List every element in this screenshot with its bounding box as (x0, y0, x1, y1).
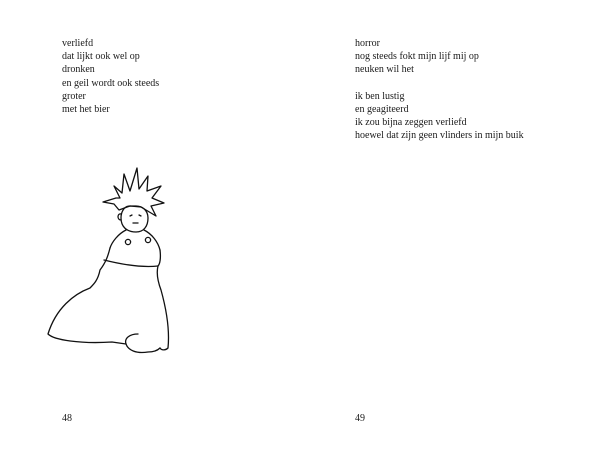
poem-line: neuken wil het (355, 64, 414, 76)
poem-line: en geagiteerd (355, 104, 409, 115)
poem-line: nog steeds fokt mijn lijf mij op (355, 51, 479, 63)
page-number-left: 48 (62, 413, 72, 424)
poem-line: verliefd (62, 38, 94, 49)
poem-line: ik ben lustig (355, 90, 405, 102)
poem-line: horror (355, 38, 380, 49)
poem-line: en geil wordt ook steeds (62, 77, 160, 89)
poem-line: groter (62, 90, 86, 102)
figure-drawing (40, 158, 190, 358)
page-number-right: 49 (355, 413, 365, 424)
poem-line: ik zou bijna zeggen verliefd (355, 117, 467, 129)
poem-line: dat lijkt ook wel op (62, 51, 140, 63)
right-poem (355, 37, 524, 143)
poem-line (355, 77, 524, 90)
right-page (300, 0, 600, 450)
poem-line: hoewel dat zijn geen vlinders in mijn buik (355, 130, 524, 142)
poem-line: met het bier (62, 104, 110, 116)
poem-line: dronken (62, 64, 95, 76)
left-poem (62, 37, 159, 116)
